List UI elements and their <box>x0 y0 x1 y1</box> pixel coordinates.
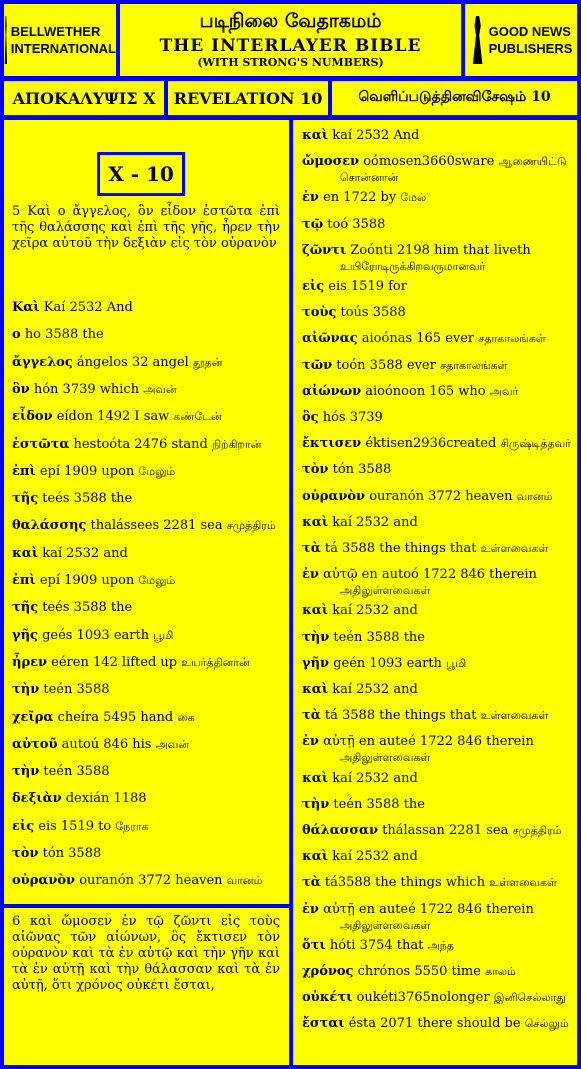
interlinear-entry <box>12 546 128 562</box>
greek-word: καὶ <box>302 603 329 619</box>
logo-left <box>4 4 116 76</box>
tamil-gloss: பூமி <box>446 656 467 670</box>
translit-strongs-english: tón 3588 <box>332 462 392 478</box>
title-main: THE INTERLAYER BIBLE <box>159 36 422 56</box>
greek-word: τὴν <box>12 682 40 698</box>
greek-word: καὶ <box>302 770 329 786</box>
tamil-gloss: சிருஷ்டித்தவர் <box>500 437 571 451</box>
interlinear-entry <box>12 518 276 534</box>
translit-strongs-english: tá3588 the things which <box>324 875 486 891</box>
interlinear-entry <box>302 964 516 980</box>
tamil-gloss: உள்ளவைகள் <box>480 542 549 555</box>
interlinear-entry <box>302 154 567 170</box>
interlinear-entry <box>302 128 419 144</box>
tamil-gloss: உள்ளவைகள் <box>489 876 557 890</box>
greek-word: ἐπὶ <box>12 463 36 479</box>
greek-word: ἐν <box>302 190 319 206</box>
tamil-gloss: சதாகாலங்கள் <box>478 332 546 346</box>
logo-right <box>465 4 577 76</box>
greek-word: ἔσται <box>302 1016 345 1032</box>
interlinear-entry <box>302 462 391 478</box>
translit-strongs-english: kaí 2532 And <box>332 128 420 143</box>
interlinear-entry <box>12 382 177 398</box>
book-greek-label: ΑΠΟΚΑΛΥΨΙΣ X <box>12 88 156 108</box>
greek-word: τῆς <box>12 491 39 507</box>
interlinear-entry <box>302 1016 569 1032</box>
interlinear-entry <box>12 628 173 644</box>
tamil-gloss-continued: உயிரோடிருக்கிறவருமானவர் <box>340 259 486 273</box>
greek-word: τὰ <box>302 708 321 724</box>
translit-strongs-english: dexián 1188 <box>65 791 147 807</box>
translit-strongs-english: ésta 2071 there should be <box>348 1016 521 1032</box>
translit-strongs-english: teén 3588 the <box>333 796 425 812</box>
tamil-gloss-continued: அதிலுள்ளவைகள் <box>340 918 431 932</box>
interlinear-entry <box>302 384 518 400</box>
greek-word: ἦρεν <box>12 654 48 670</box>
tamil-gloss: நேராக <box>115 819 149 833</box>
translit-strongs-english: tón 3588 <box>42 846 102 861</box>
title-box <box>120 4 461 76</box>
tamil-gloss: உள்ளவைகள் <box>480 709 549 723</box>
interlinear-entry <box>302 823 562 839</box>
greek-word: εἰς <box>302 279 325 294</box>
translit-strongs-english: thálassan 2281 sea <box>382 823 509 838</box>
translit-strongs-english: αὐτῇ en auteé 1722 846 therein <box>323 734 534 750</box>
interlinear-entry <box>302 331 546 347</box>
interlinear-entry <box>302 515 418 531</box>
greek-word: δεξιὰν <box>12 791 62 807</box>
logo-right-line2: PUBLISHERS <box>488 41 573 56</box>
interlinear-entry <box>12 409 222 425</box>
interlinear-entry <box>302 279 407 295</box>
tamil-gloss: கண்டேன் <box>173 410 222 424</box>
translit-strongs-english: teés 3588 the <box>42 491 133 507</box>
greek-word: ἐπὶ <box>12 573 36 588</box>
greek-word: ἐν <box>302 734 319 750</box>
translit-strongs-english: oukéti3765nolonger <box>356 990 490 1006</box>
interlinear-entry <box>302 410 383 426</box>
book-greek <box>4 81 164 115</box>
interlinear-entry <box>302 656 466 672</box>
greek-word: ὤμοσεν <box>302 154 360 170</box>
interlinear-entry <box>302 603 418 619</box>
interlinear-entry <box>302 734 534 750</box>
interlinear-entry <box>302 682 418 698</box>
translit-strongs-english: Kaí 2532 And <box>43 300 133 315</box>
interlinear-entry <box>302 938 454 954</box>
greek-word: γῆς <box>12 627 38 643</box>
tamil-gloss: சதாகாலங்கள் <box>439 358 508 372</box>
translit-strongs-english: thalássees 2281 sea <box>90 518 223 534</box>
book-english-label: REVELATION 10 <box>173 88 323 108</box>
verse-5-text: 5 Καὶ ο ἄγγελος, ὃν εἶδον ἑστῶτα ἐπὶ τῆς θαλάσσης καὶ ἐπὶ τῆς γῆς, ἦρεν τὴν χεῖρα αὐτοῦ τὴν δεξιὰν εἰς τὸν οὐρανὸν <box>12 204 280 251</box>
tamil-gloss-continued: அதிலுள்ளவைகள் <box>340 584 431 598</box>
interlinear-entry <box>302 436 571 452</box>
interlinear-entry <box>12 573 175 589</box>
interlinear-entry <box>302 797 425 813</box>
translit-strongs-english: aioónoon 165 who <box>365 383 486 399</box>
translit-strongs-english: eéren 142 lifted up <box>51 654 178 670</box>
greek-word: ἐν <box>302 567 319 583</box>
interlinear-entry <box>12 655 250 671</box>
translit-strongs-english: kaí 2532 and <box>332 682 418 697</box>
interlinear-entry <box>12 464 175 480</box>
greek-word: ὃν <box>12 381 30 397</box>
tamil-gloss: அவன் <box>155 737 189 751</box>
greek-word: τὴν <box>12 764 40 780</box>
translit-strongs-english: kaí 2532 and <box>332 514 418 530</box>
interlinear-entry <box>12 491 132 507</box>
translit-strongs-english: chrónos 5550 time <box>357 964 481 979</box>
greek-word: εἰς <box>12 818 35 834</box>
title-sub: (WITH STRONG'S NUMBERS) <box>197 56 384 69</box>
tamil-gloss: உயர்த்தினான் <box>181 655 250 669</box>
tamil-gloss: வானம் <box>516 489 553 503</box>
tamil-gloss: வானம் <box>226 874 263 888</box>
translit-strongs-english: toón 3588 ever <box>336 357 436 373</box>
greek-word: οὐρανὸν <box>302 488 366 504</box>
greek-word: Καὶ <box>12 300 40 315</box>
interlinear-entry <box>12 437 261 453</box>
tamil-gloss: சமுத்திரம் <box>226 519 276 533</box>
translit-strongs-english: aioónas 165 ever <box>361 331 475 347</box>
translit-strongs-english: kaí 2532 and <box>332 849 418 865</box>
interlinear-entry <box>12 791 147 807</box>
translit-strongs-english: αὐτῇ en auteé 1722 846 therein <box>323 901 534 917</box>
publisher-figure-icon <box>470 16 486 64</box>
tamil-gloss: காலம் <box>485 965 516 978</box>
interlinear-entry <box>302 358 508 374</box>
greek-word: χρόνος <box>302 964 354 979</box>
translit-strongs-english: teén 3588 <box>43 682 110 698</box>
translit-strongs-english: en 1722 by <box>323 190 397 206</box>
translit-strongs-english: teén 3588 <box>43 764 110 780</box>
translit-strongs-english: geés 1093 earth <box>42 627 150 643</box>
greek-word: τῶν <box>302 357 333 373</box>
greek-word: τοὺς <box>302 305 337 321</box>
interlinear-entry <box>302 902 534 918</box>
interlinear-entry <box>302 708 548 724</box>
greek-word: καὶ <box>302 514 329 530</box>
greek-word: τῷ <box>302 216 324 232</box>
interlinear-entry <box>302 875 557 891</box>
translit-strongs-english: ángelos 32 angel <box>76 354 189 370</box>
translit-strongs-english: teén 3588 the <box>333 629 425 645</box>
tamil-gloss: செல்லும் <box>524 1017 569 1031</box>
greek-word: οὐκέτι <box>302 990 353 1006</box>
greek-word: καὶ <box>12 545 39 561</box>
greek-word: ζῶντι <box>302 242 347 258</box>
tamil-gloss: தூதன் <box>192 355 223 369</box>
tamil-gloss: நிற்கிறான் <box>211 437 262 451</box>
translit-strongs-english: teés 3588 the <box>42 600 133 616</box>
tamil-gloss: கை <box>177 710 195 724</box>
greek-word: καὶ <box>302 128 329 143</box>
tamil-gloss-continued: அதிலுள்ளவைகள் <box>340 751 431 765</box>
greek-word: θαλάσσης <box>12 518 87 534</box>
translit-strongs-english: tá 3588 the things that <box>324 708 477 724</box>
greek-word: τῆς <box>12 600 39 616</box>
logo-left-line2: INTERNATIONAL <box>10 41 116 56</box>
greek-word: ἄγγελος <box>12 354 73 370</box>
interlinear-entry <box>302 771 418 787</box>
greek-word: τὸν <box>302 462 329 478</box>
tamil-gloss: மேலும் <box>138 574 176 587</box>
translit-strongs-english: toó 3588 <box>327 216 386 232</box>
tamil-gloss: அந்த <box>427 938 454 952</box>
translit-strongs-english: kaí 2532 and <box>332 603 418 619</box>
translit-strongs-english: ho 3588 the <box>24 327 104 343</box>
tamil-gloss: ஆணையிட்டு <box>498 155 567 169</box>
tamil-gloss: அவர் <box>489 384 519 398</box>
translit-strongs-english: toús 3588 <box>340 305 406 321</box>
book-tamil <box>332 81 577 115</box>
interlinear-entry <box>12 710 195 726</box>
greek-word: εἶδον <box>12 409 53 425</box>
logo-left-line1: BELLWETHER <box>10 24 101 39</box>
interlinear-entry <box>12 846 101 862</box>
translit-strongs-english: cheíra 5495 hand <box>57 709 174 725</box>
translit-strongs-english: hós 3739 <box>322 410 383 425</box>
greek-word: τὴν <box>302 796 330 812</box>
interlinear-entry <box>302 217 385 233</box>
greek-word: ἐν <box>302 901 319 917</box>
interlinear-entry <box>12 682 110 698</box>
greek-word: ἑστῶτα <box>12 436 70 452</box>
greek-word: τὸν <box>12 846 39 861</box>
translit-strongs-english: ouranón 3772 heaven <box>79 873 223 889</box>
translit-strongs-english: tá 3588 the things that <box>324 541 477 556</box>
chapter-badge: X - 10 <box>97 152 185 196</box>
interlinear-entry <box>12 819 149 835</box>
interlinear-entry <box>12 600 132 616</box>
title-tamil: படிநிலை வேதாகமம் <box>199 10 382 32</box>
greek-word: τὰ <box>302 541 321 556</box>
interlinear-entry <box>302 541 548 557</box>
interlinear-entry <box>12 737 189 753</box>
interlinear-entry <box>302 567 537 583</box>
translit-strongs-english: epí 1909 upon <box>39 573 135 588</box>
greek-word: αἰῶνας <box>302 331 358 347</box>
greek-word: αὐτοῦ <box>12 736 58 752</box>
bellwether-figure-icon <box>4 16 8 64</box>
translit-strongs-english: oómosen3660sware <box>363 154 495 170</box>
book-tamil-label: வெளிப்படுத்தினவிசேஷம் 10 <box>358 89 551 105</box>
translit-strongs-english: éktisen2936created <box>365 436 497 452</box>
translit-strongs-english: eis 1519 to <box>38 818 112 834</box>
tamil-gloss: மேல் <box>400 191 427 205</box>
interlinear-entry <box>302 990 566 1006</box>
greek-word: ὅτι <box>302 937 326 953</box>
translit-strongs-english: kaí 2532 and <box>42 545 128 561</box>
tamil-gloss: அவன் <box>143 382 177 396</box>
verse-6-text: 6 καὶ ὤμοσεν ἐν τῷ ζῶντι εἰς τοὺς αἰῶνας τῶν αἰώνων, ὃς ἔκτισεν τὸν οὐρανὸν καὶ τὰ ἐν αὐτῷ καὶ τὴν γῆν καὶ τὰ ἐν αὐτῇ καὶ τὴν θάλασσαν καὶ τὰ ἐν αὐτῇ, ὅτι χρόνος οὐκέτι ἔσται, <box>12 914 280 993</box>
interlinear-entry <box>302 190 426 206</box>
tamil-gloss: மேலும் <box>138 464 176 478</box>
translit-strongs-english: kaí 2532 and <box>332 770 418 786</box>
translit-strongs-english: epí 1909 upon <box>39 463 135 479</box>
greek-word: τὰ <box>302 875 321 891</box>
translit-strongs-english: Zoónti 2198 him that liveth <box>350 242 531 258</box>
greek-word: χεῖρα <box>12 709 54 725</box>
translit-strongs-english: eis 1519 for <box>328 279 407 294</box>
tamil-gloss-continued: சொன்னான் <box>340 171 399 185</box>
interlinear-entry <box>12 355 222 371</box>
greek-word: ἔκτισεν <box>302 436 362 452</box>
interlinear-entry <box>12 873 262 889</box>
tamil-gloss: சமுத்திரம் <box>512 824 562 837</box>
translit-strongs-english: αὐτῷ en autoó 1722 846 therein <box>323 567 537 583</box>
tamil-gloss: இனிசெல்லாது <box>493 991 566 1005</box>
translit-strongs-english: hóti 3754 that <box>329 937 424 953</box>
greek-word: ο <box>12 327 21 343</box>
greek-word: αἰώνων <box>302 383 362 399</box>
interlinear-entry <box>302 489 552 505</box>
tamil-gloss: பூமி <box>153 628 174 642</box>
greek-word: θάλασσαν <box>302 823 378 838</box>
interlinear-entry <box>12 764 110 780</box>
interlinear-entry <box>12 300 133 316</box>
translit-strongs-english: hón 3739 which <box>33 381 140 397</box>
greek-word: ὃς <box>302 410 319 425</box>
logo-right-line1: GOOD NEWS <box>488 24 571 39</box>
greek-word: οὐρανὸν <box>12 873 76 889</box>
interlinear-entry <box>302 630 425 646</box>
translit-strongs-english: hestoóta 2476 stand <box>73 436 208 452</box>
greek-word: γῆν <box>302 655 330 671</box>
book-english <box>168 81 328 115</box>
interlinear-entry <box>302 243 531 259</box>
translit-strongs-english: geén 1093 earth <box>333 655 442 671</box>
interlinear-entry <box>302 849 418 865</box>
greek-word: τὴν <box>302 629 330 645</box>
translit-strongs-english: ouranón 3772 heaven <box>369 488 513 504</box>
greek-word: καὶ <box>302 849 329 865</box>
greek-word: καὶ <box>302 682 329 697</box>
interlinear-entry <box>302 305 406 321</box>
translit-strongs-english: autoú 846 his <box>61 736 152 752</box>
translit-strongs-english: eídon 1492 I saw <box>56 409 170 425</box>
interlinear-entry <box>12 327 104 343</box>
